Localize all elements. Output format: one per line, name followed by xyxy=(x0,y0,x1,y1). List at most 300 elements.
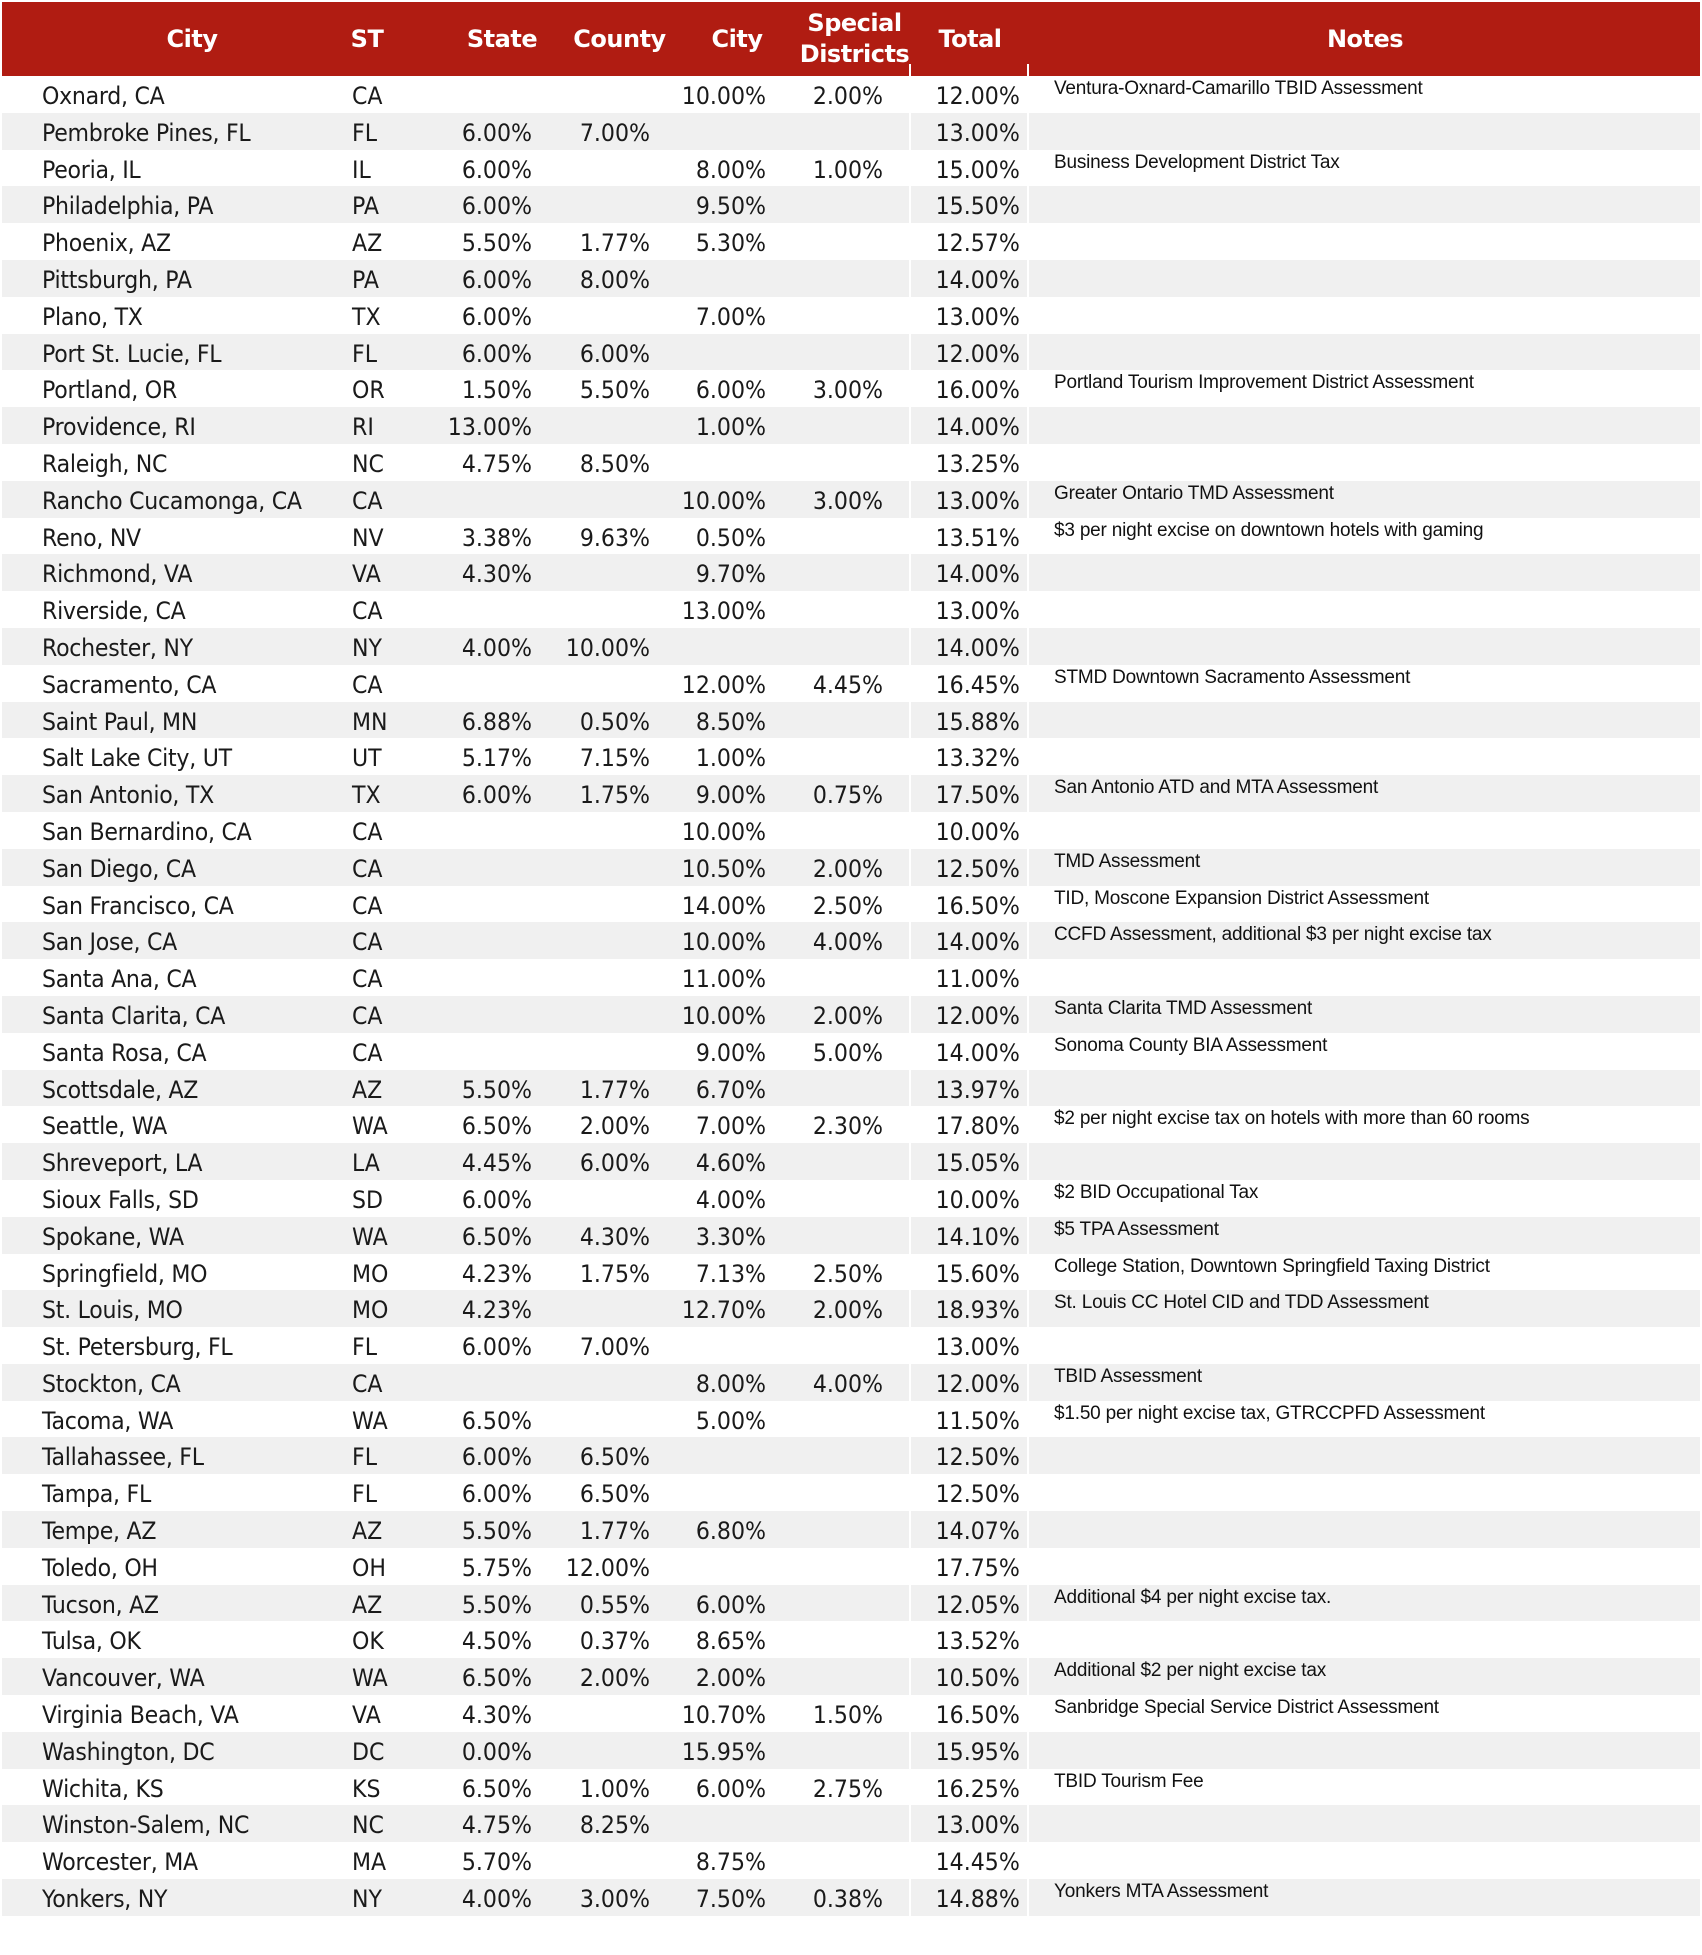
cell-county-tax: 8.00% xyxy=(579,265,650,294)
cell-total-value: 10.50% xyxy=(935,1664,1020,1693)
header-notes xyxy=(1030,2,1700,76)
cell-st: FL xyxy=(352,118,378,147)
cell-state-tax: 5.70% xyxy=(461,1848,532,1877)
cell-state-tax: 6.00% xyxy=(461,1185,532,1214)
cell-city: Port St. Lucie, FL xyxy=(42,339,222,368)
cell-city-tax: 7.50% xyxy=(695,1885,766,1914)
cell-special-districts xyxy=(776,1732,883,1769)
total-column-divider xyxy=(1027,1106,1029,1143)
cell-total xyxy=(911,886,1029,923)
cell-city: Phoenix, AZ xyxy=(42,229,171,258)
table-row xyxy=(2,76,1700,113)
total-column-divider xyxy=(1027,702,1029,739)
cell-total-value: 15.60% xyxy=(935,1259,1020,1288)
cell-city-tax: 6.80% xyxy=(695,1517,766,1546)
cell-total-value: 15.00% xyxy=(935,155,1020,184)
cell-total-value: 16.50% xyxy=(935,1701,1020,1730)
cell-state-tax: 4.45% xyxy=(461,1149,532,1178)
cell-special-districts xyxy=(776,628,883,665)
cell-total-value: 12.50% xyxy=(935,854,1020,883)
cell-special-districts xyxy=(776,1621,883,1658)
cell-total-value: 10.00% xyxy=(935,1185,1020,1214)
cell-st: NC xyxy=(352,449,384,478)
cell-st: CA xyxy=(352,928,383,957)
cell-county-tax: 8.50% xyxy=(579,449,650,478)
cell-county-tax: 5.50% xyxy=(579,376,650,405)
total-column-divider xyxy=(1027,186,1029,223)
cell-total-value: 12.00% xyxy=(935,1369,1020,1398)
cell-st: CA xyxy=(352,670,383,699)
cell-st: CA xyxy=(352,891,383,920)
cell-county-tax xyxy=(541,554,650,591)
cell-city-tax xyxy=(657,1548,766,1585)
table-row xyxy=(2,297,1700,334)
table-row xyxy=(2,481,1700,518)
cell-total-value: 13.97% xyxy=(935,1075,1020,1104)
table-row xyxy=(2,1621,1700,1658)
cell-st: WA xyxy=(352,1406,388,1435)
total-column-divider xyxy=(1027,1805,1029,1842)
cell-city-tax: 10.00% xyxy=(681,82,766,110)
cell-st: WA xyxy=(352,1664,388,1693)
cell-city: Santa Clarita, CA xyxy=(42,1001,226,1030)
cell-city: Washington, DC xyxy=(42,1737,215,1766)
cell-city: Tampa, FL xyxy=(42,1480,151,1509)
cell-state-tax: 6.50% xyxy=(461,1406,532,1435)
cell-st: CA xyxy=(352,965,383,994)
cell-total xyxy=(911,628,1029,665)
cell-special-districts xyxy=(776,113,883,150)
cell-city: Virginia Beach, VA xyxy=(42,1701,239,1730)
cell-total-value: 14.00% xyxy=(935,1038,1020,1067)
total-column-divider xyxy=(1027,1437,1029,1474)
cell-total-value: 13.00% xyxy=(935,1811,1020,1840)
cell-city-tax: 8.00% xyxy=(695,1369,766,1398)
table-row xyxy=(2,1180,1700,1217)
cell-st: IL xyxy=(352,155,371,184)
header-city-tax xyxy=(682,2,792,76)
table-row xyxy=(2,113,1700,150)
total-column-divider xyxy=(1027,849,1029,886)
cell-county-tax: 0.55% xyxy=(579,1590,650,1619)
cell-county-tax: 10.00% xyxy=(565,633,650,662)
cell-total xyxy=(911,1290,1029,1327)
total-column-divider xyxy=(1027,775,1029,812)
cell-special-districts xyxy=(776,407,883,444)
cell-st: FL xyxy=(352,1443,378,1472)
cell-state-tax: 6.00% xyxy=(461,1480,532,1509)
cell-city: Salt Lake City, UT xyxy=(42,744,232,773)
cell-city: Winston-Salem, NC xyxy=(42,1811,250,1840)
cell-total xyxy=(911,444,1029,481)
cell-notes: $2 BID Occupational Tax xyxy=(1054,1181,1259,1203)
cell-county-tax: 3.00% xyxy=(579,1885,650,1914)
cell-state-tax: 6.00% xyxy=(461,339,532,368)
total-column-divider xyxy=(1027,1290,1029,1327)
cell-notes: $1.50 per night excise tax, GTRCCPFD Assessment xyxy=(1054,1402,1485,1424)
cell-st: DC xyxy=(352,1737,385,1766)
cell-county-tax xyxy=(541,591,650,628)
table-row xyxy=(2,1805,1700,1842)
total-column-divider xyxy=(1027,370,1029,407)
total-column-divider xyxy=(1027,1658,1029,1695)
cell-county-tax: 8.25% xyxy=(579,1811,650,1840)
cell-county-tax xyxy=(541,849,650,886)
cell-notes: TBID Assessment xyxy=(1054,1365,1202,1387)
cell-notes: St. Louis CC Hotel CID and TDD Assessment xyxy=(1054,1292,1429,1314)
cell-st: NC xyxy=(352,1811,384,1840)
total-column-divider xyxy=(1027,297,1029,334)
total-column-divider xyxy=(1027,76,1029,113)
cell-state-tax: 6.00% xyxy=(461,118,532,147)
table-row xyxy=(2,1070,1700,1107)
table-row xyxy=(2,370,1700,407)
cell-notes: Greater Ontario TMD Assessment xyxy=(1054,482,1334,504)
cell-county-tax xyxy=(541,1842,650,1879)
cell-city-tax: 10.00% xyxy=(681,1001,766,1030)
table-row xyxy=(2,1327,1700,1364)
cell-city-tax: 15.95% xyxy=(681,1737,766,1766)
cell-total-value: 15.88% xyxy=(935,707,1020,736)
cell-county-tax xyxy=(541,1364,650,1401)
cell-total xyxy=(911,1401,1029,1438)
cell-special-districts xyxy=(776,1143,883,1180)
cell-city-tax: 7.00% xyxy=(695,302,766,331)
total-column-divider xyxy=(1027,260,1029,297)
table-row xyxy=(2,959,1700,996)
cell-state-tax: 6.88% xyxy=(461,707,532,736)
cell-city: St. Petersburg, FL xyxy=(42,1333,233,1362)
cell-special-districts: 2.00% xyxy=(812,854,883,883)
total-column-divider xyxy=(1027,1585,1029,1622)
cell-city: San Bernardino, CA xyxy=(42,817,252,846)
cell-special-districts xyxy=(776,1401,883,1438)
cell-st: AZ xyxy=(352,1590,383,1619)
cell-county-tax: 7.15% xyxy=(579,744,650,773)
cell-county-tax: 1.77% xyxy=(579,1075,650,1104)
cell-total xyxy=(911,260,1029,297)
cell-city-tax: 10.00% xyxy=(681,928,766,957)
cell-county-tax xyxy=(541,812,650,849)
table-row xyxy=(2,738,1700,775)
cell-county-tax: 6.50% xyxy=(579,1443,650,1472)
cell-city-tax: 7.00% xyxy=(695,1112,766,1141)
cell-state-tax: 6.00% xyxy=(461,265,532,294)
cell-city-tax: 9.70% xyxy=(695,560,766,589)
table-row xyxy=(2,1548,1700,1585)
cell-city-tax xyxy=(657,334,766,371)
header-county xyxy=(562,2,677,76)
cell-city-tax: 7.13% xyxy=(695,1259,766,1288)
cell-city: Wichita, KS xyxy=(42,1774,164,1803)
cell-city: Portland, OR xyxy=(42,376,177,405)
cell-st: CA xyxy=(352,82,383,110)
header-state-label: State xyxy=(466,24,538,53)
cell-notes: Ventura-Oxnard-Camarillo TBID Assessment xyxy=(1054,78,1423,99)
cell-state-tax xyxy=(422,959,532,996)
cell-city: Tempe, AZ xyxy=(42,1517,157,1546)
cell-total xyxy=(911,1474,1029,1511)
table-row xyxy=(2,1769,1700,1806)
cell-total xyxy=(911,1070,1029,1107)
cell-total-value: 16.45% xyxy=(935,670,1020,699)
cell-notes: TBID Tourism Fee xyxy=(1054,1770,1204,1792)
cell-county-tax xyxy=(541,1033,650,1070)
cell-county-tax: 0.37% xyxy=(579,1627,650,1656)
cell-city-tax: 9.50% xyxy=(695,192,766,221)
cell-city: Tacoma, WA xyxy=(42,1406,174,1435)
cell-state-tax xyxy=(422,76,532,113)
cell-city: Saint Paul, MN xyxy=(42,707,198,736)
table-row xyxy=(2,775,1700,812)
table-row xyxy=(2,1143,1700,1180)
total-column-divider xyxy=(1027,223,1029,260)
cell-total-value: 13.00% xyxy=(935,597,1020,626)
cell-special-districts: 2.00% xyxy=(812,1001,883,1030)
cell-total-value: 13.32% xyxy=(935,744,1020,773)
cell-st: LA xyxy=(352,1149,380,1178)
cell-city-tax: 13.00% xyxy=(681,597,766,626)
table-row xyxy=(2,1364,1700,1401)
total-column-divider xyxy=(1027,1180,1029,1217)
cell-total-value: 11.50% xyxy=(935,1406,1020,1435)
cell-county-tax: 6.00% xyxy=(579,1149,650,1178)
cell-state-tax: 5.50% xyxy=(461,1075,532,1104)
cell-total-value: 16.50% xyxy=(935,891,1020,920)
table-row xyxy=(2,554,1700,591)
cell-county-tax xyxy=(541,407,650,444)
cell-city-tax xyxy=(657,260,766,297)
cell-state-tax xyxy=(422,922,532,959)
table-row xyxy=(2,186,1700,223)
cell-total xyxy=(911,1106,1029,1143)
cell-state-tax: 4.30% xyxy=(461,560,532,589)
cell-st: MN xyxy=(352,707,388,736)
cell-state-tax: 5.75% xyxy=(461,1553,532,1582)
cell-notes: Santa Clarita TMD Assessment xyxy=(1054,997,1313,1019)
header-special-line2: Districts xyxy=(799,40,910,68)
cell-total xyxy=(911,1437,1029,1474)
cell-city-tax: 5.00% xyxy=(695,1406,766,1435)
cell-city-tax: 8.50% xyxy=(695,707,766,736)
cell-total-value: 14.07% xyxy=(935,1517,1020,1546)
cell-state-tax: 6.00% xyxy=(461,781,532,810)
cell-state-tax xyxy=(422,665,532,702)
cell-state-tax: 4.23% xyxy=(461,1259,532,1288)
cell-total xyxy=(911,554,1029,591)
cell-city: St. Louis, MO xyxy=(42,1296,183,1325)
cell-st: CA xyxy=(352,486,383,515)
cell-st: WA xyxy=(352,1112,388,1141)
cell-county-tax: 9.63% xyxy=(579,523,650,552)
cell-st: AZ xyxy=(352,1075,383,1104)
cell-total xyxy=(911,186,1029,223)
cell-city-tax xyxy=(657,1327,766,1364)
cell-state-tax: 1.50% xyxy=(461,376,532,405)
cell-city-tax xyxy=(657,1474,766,1511)
cell-special-districts: 4.45% xyxy=(812,670,883,699)
total-column-divider xyxy=(1027,1511,1029,1548)
cell-city-tax: 10.00% xyxy=(681,486,766,515)
cell-total xyxy=(911,812,1029,849)
cell-city-tax: 12.70% xyxy=(681,1296,766,1325)
cell-county-tax: 12.00% xyxy=(565,1553,650,1582)
cell-county-tax: 1.77% xyxy=(579,229,650,258)
cell-total xyxy=(911,591,1029,628)
cell-state-tax: 4.75% xyxy=(461,1811,532,1840)
cell-total-value: 12.00% xyxy=(935,82,1020,110)
cell-city-tax: 4.60% xyxy=(695,1149,766,1178)
cell-city: Tulsa, OK xyxy=(42,1627,141,1656)
cell-total-value: 12.00% xyxy=(935,1001,1020,1030)
header-notes-label: Notes xyxy=(1326,24,1404,53)
cell-total-value: 18.93% xyxy=(935,1296,1020,1325)
total-column-divider xyxy=(1027,1695,1029,1732)
cell-county-tax: 7.00% xyxy=(579,118,650,147)
cell-total-value: 14.10% xyxy=(935,1222,1020,1251)
cell-city: Toledo, OH xyxy=(42,1553,158,1582)
cell-city-tax: 11.00% xyxy=(681,965,766,994)
cell-city: Sacramento, CA xyxy=(42,670,217,699)
total-column-divider xyxy=(1027,738,1029,775)
cell-st: CA xyxy=(352,817,383,846)
cell-state-tax: 4.75% xyxy=(461,449,532,478)
cell-city-tax xyxy=(657,444,766,481)
cell-total xyxy=(911,1033,1029,1070)
cell-total-value: 12.50% xyxy=(935,1480,1020,1509)
total-column-divider xyxy=(1027,518,1029,555)
cell-city: Peoria, IL xyxy=(42,155,141,184)
cell-special-districts xyxy=(776,223,883,260)
cell-total-value: 17.50% xyxy=(935,781,1020,810)
table-row xyxy=(2,1254,1700,1291)
total-column-divider xyxy=(1027,1621,1029,1658)
cell-total-value: 13.00% xyxy=(935,486,1020,515)
cell-city: Santa Ana, CA xyxy=(42,965,197,994)
cell-county-tax xyxy=(541,1401,650,1438)
cell-special-districts xyxy=(776,554,883,591)
cell-total-value: 10.00% xyxy=(935,817,1020,846)
cell-county-tax xyxy=(541,1180,650,1217)
header-state xyxy=(452,2,552,76)
cell-county-tax: 1.77% xyxy=(579,1517,650,1546)
cell-special-districts xyxy=(776,260,883,297)
cell-st: RI xyxy=(352,413,374,442)
cell-special-districts: 2.30% xyxy=(812,1112,883,1141)
cell-county-tax: 1.75% xyxy=(579,781,650,810)
cell-city: Rochester, NY xyxy=(42,633,193,662)
cell-city-tax: 5.30% xyxy=(695,229,766,258)
table-row xyxy=(2,1290,1700,1327)
total-column-divider xyxy=(1027,407,1029,444)
cell-city: Pembroke Pines, FL xyxy=(42,118,251,147)
total-column-divider xyxy=(1027,1327,1029,1364)
cell-city: Rancho Cucamonga, CA xyxy=(42,486,302,515)
cell-county-tax: 6.00% xyxy=(579,339,650,368)
total-column-divider xyxy=(1027,1033,1029,1070)
cell-county-tax xyxy=(541,996,650,1033)
cell-county-tax xyxy=(541,922,650,959)
cell-total xyxy=(911,1695,1029,1732)
cell-state-tax: 6.00% xyxy=(461,155,532,184)
cell-total xyxy=(911,1879,1029,1916)
header-city-label: City xyxy=(166,24,218,53)
cell-city-tax: 6.00% xyxy=(695,1590,766,1619)
cell-state-tax: 3.38% xyxy=(461,523,532,552)
cell-city-tax xyxy=(657,1805,766,1842)
total-column-divider xyxy=(1027,959,1029,996)
cell-total-value: 12.57% xyxy=(935,229,1020,258)
header-special-districts xyxy=(792,2,917,76)
cell-st: OR xyxy=(352,376,385,405)
cell-county-tax xyxy=(541,186,650,223)
table-row xyxy=(2,1511,1700,1548)
total-column-divider xyxy=(1027,1732,1029,1769)
cell-total xyxy=(911,1658,1029,1695)
cell-county-tax xyxy=(541,886,650,923)
table-row xyxy=(2,665,1700,702)
total-column-divider xyxy=(1027,1401,1029,1438)
cell-st: CA xyxy=(352,1001,383,1030)
cell-city-tax: 1.00% xyxy=(695,413,766,442)
cell-total-value: 13.00% xyxy=(935,1333,1020,1362)
cell-city: Philadelphia, PA xyxy=(42,192,214,221)
cell-total xyxy=(911,1327,1029,1364)
cell-city-tax: 14.00% xyxy=(681,891,766,920)
cell-total xyxy=(911,1585,1029,1622)
header-st-label: ST xyxy=(350,24,384,53)
cell-notes: $5 TPA Assessment xyxy=(1054,1218,1219,1240)
cell-city: Spokane, WA xyxy=(42,1222,184,1251)
cell-state-tax xyxy=(422,886,532,923)
cell-total-value: 12.00% xyxy=(935,339,1020,368)
table-row xyxy=(2,1401,1700,1438)
cell-total xyxy=(911,1254,1029,1291)
cell-city: Stockton, CA xyxy=(42,1369,181,1398)
cell-st: CA xyxy=(352,1369,383,1398)
cell-city: San Francisco, CA xyxy=(42,891,234,920)
header-total-label: Total xyxy=(938,24,1002,53)
cell-city-tax: 9.00% xyxy=(695,781,766,810)
cell-st: VA xyxy=(352,1701,381,1730)
cell-notes: San Antonio ATD and MTA Assessment xyxy=(1054,777,1379,799)
cell-total-value: 13.51% xyxy=(935,523,1020,552)
cell-total xyxy=(911,150,1029,187)
table-row xyxy=(2,1879,1700,1916)
cell-notes: Yonkers MTA Assessment xyxy=(1054,1881,1269,1903)
cell-total xyxy=(911,996,1029,1033)
cell-total xyxy=(911,407,1029,444)
cell-city-tax: 1.00% xyxy=(695,744,766,773)
cell-state-tax xyxy=(422,996,532,1033)
cell-state-tax: 5.50% xyxy=(461,229,532,258)
cell-city: Seattle, WA xyxy=(42,1112,167,1141)
cell-state-tax: 6.00% xyxy=(461,1333,532,1362)
cell-county-tax: 1.75% xyxy=(579,1259,650,1288)
cell-city: Shreveport, LA xyxy=(42,1149,203,1178)
cell-county-tax xyxy=(541,665,650,702)
cell-total xyxy=(911,1805,1029,1842)
cell-notes: TID, Moscone Expansion District Assessment xyxy=(1054,887,1429,909)
table-header xyxy=(2,2,1700,76)
cell-total xyxy=(911,297,1029,334)
cell-total xyxy=(911,959,1029,996)
cell-special-districts: 5.00% xyxy=(812,1038,883,1067)
cell-state-tax: 4.00% xyxy=(461,1885,532,1914)
cell-special-districts: 0.75% xyxy=(812,781,883,810)
table-row xyxy=(2,518,1700,555)
cell-city-tax: 6.00% xyxy=(695,376,766,405)
